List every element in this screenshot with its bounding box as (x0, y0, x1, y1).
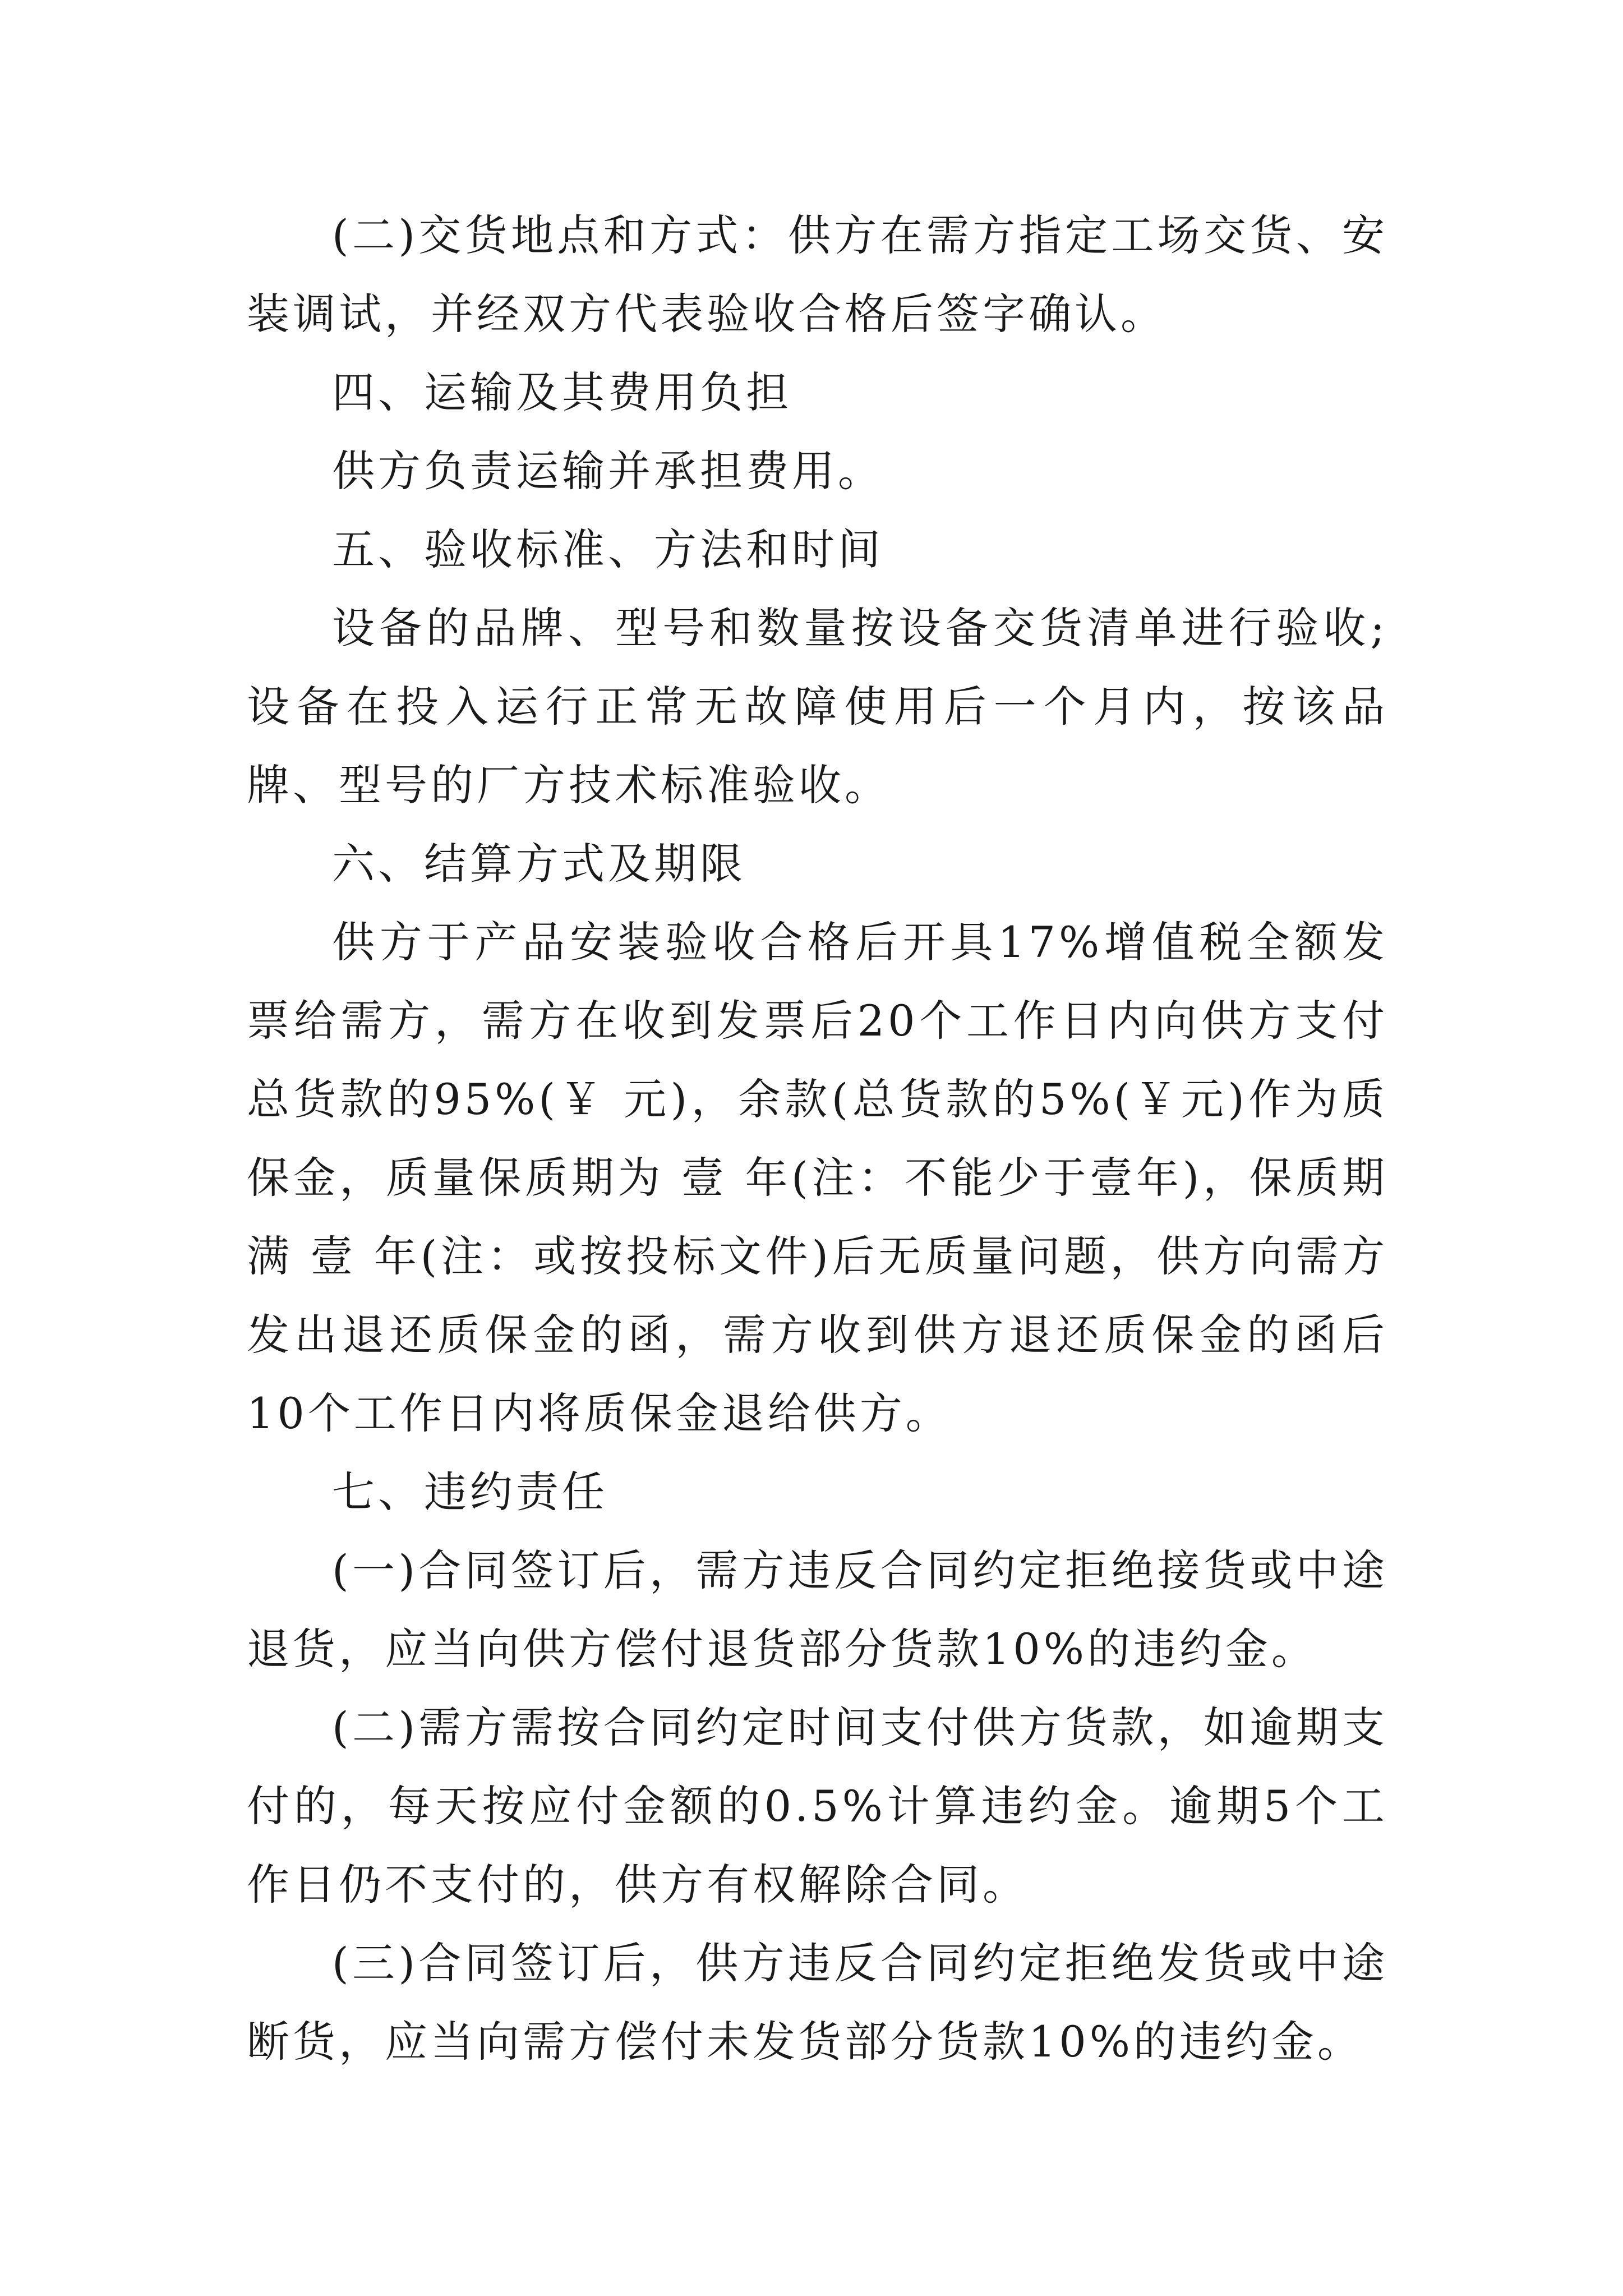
paragraph-settlement: 供方于产品安装验收合格后开具17%增值税全额发票给需方，需方在收到发票后20个工作日内向供方支付总货款的95%(￥ 元)，余款(总货款的5%(￥元)作为质保金，质量保质期为 壹 年(注：不能少于壹年)，保质期满 壹 年(注：或按投标文件)后无质量问题，供方向需方发出退还质保金的函，需方收到供方退还质保金的函后10个工作日内将质保金退给供方。 (247, 917, 1388, 1438)
heading-acceptance-standards: 五、验收标准、方法和时间 (332, 524, 884, 574)
document-body (247, 196, 1388, 2081)
heading-breach-liability: 七、违约责任 (332, 1467, 608, 1517)
heading-settlement: 六、结算方式及期限 (332, 839, 746, 889)
paragraph-breach-1: (一)合同签订后，需方违反合同约定拒绝接货或中途退货，应当向供方偿付退货部分货款10%的违约金。 (247, 1545, 1388, 1674)
paragraph-breach-2: (二)需方需按合同约定时间支付供方货款，如逾期支付的，每天按应付金额的0.5%计算违约金。逾期5个工作日仍不支付的，供方有权解除合同。 (247, 1703, 1388, 1910)
heading-transport-costs: 四、运输及其费用负担 (332, 367, 792, 417)
paragraph-acceptance: 设备的品牌、型号和数量按设备交货清单进行验收;设备在投入运行正常无故障使用后一个月内，按该品牌、型号的厂方技术标准验收。 (247, 603, 1388, 810)
paragraph-transport: 供方负责运输并承担费用。 (332, 446, 884, 496)
paragraph-breach-3: (三)合同签订后，供方违反合同约定拒绝发货或中途断货，应当向需方偿付未发货部分货款10%的违约金。 (247, 1938, 1388, 2067)
paragraph-delivery-location: (二)交货地点和方式：供方在需方指定工场交货、安装调试，并经双方代表验收合格后签字确认。 (247, 210, 1388, 339)
